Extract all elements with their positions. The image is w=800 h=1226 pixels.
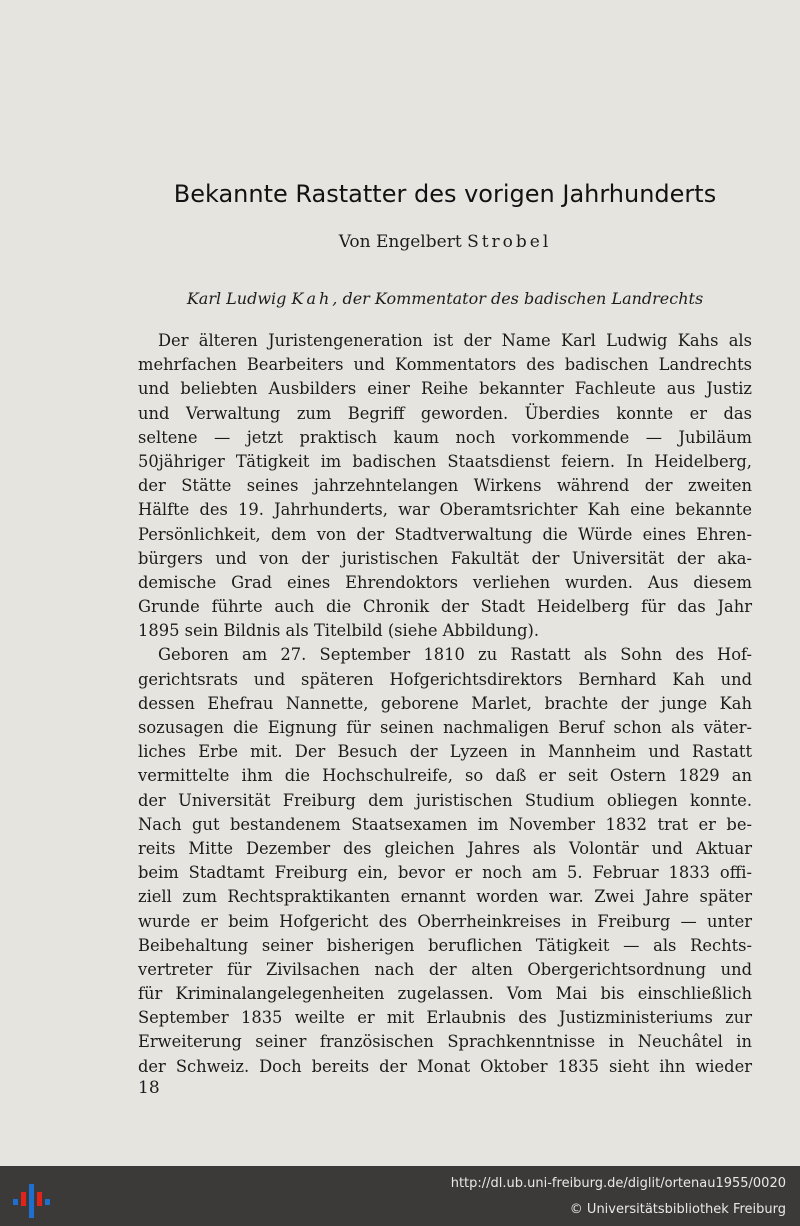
text-line: Beibehaltung seiner bisherigen beruflichen Tätigkeit — als Rechts- [138, 935, 752, 955]
text-line: sozusagen die Eignung für seinen nachmaligen Beruf schon als väter- [138, 718, 752, 737]
text-line: demische Grad eines Ehrendoktors verliehen wurden. Aus diesem [138, 572, 752, 592]
section-subtitle [0, 289, 800, 308]
text-line: vertreter für Zivilsachen nach der alten Obergerichtsordnung und [138, 959, 752, 979]
text-line: und Verwaltung zum Begriff geworden. Überdies konnte er das [138, 403, 752, 423]
text-line: mehrfachen Bearbeiters und Kommentators des badischen Landrechts [138, 355, 752, 375]
copyright-text: © Universitätsbibliothek Freiburg [569, 1202, 786, 1217]
text-line: Grunde führte auch die Chronik der Stadt Heidelberg für das Jahr [138, 597, 752, 617]
footer-bar [0, 1166, 800, 1226]
subtitle-rest: , der Kommentator des badischen Landrechts [332, 289, 704, 308]
text-line: Nach gut bestandenem Staatsexamen im November 1832 trat er be- [138, 814, 752, 834]
source-url-link[interactable]: http://dl.ub.uni-freiburg.de/diglit/ortenau1955/0020 [450, 1176, 786, 1191]
page-number: 18 [138, 1078, 160, 1098]
text-line: Hälfte des 19. Jahrhunderts, war Oberamtsrichter Kah eine bekannte [138, 500, 752, 520]
subtitle-name: Kah [291, 289, 333, 308]
author-prefix: Von Engelbert [338, 232, 462, 252]
text-line: wurde er beim Hofgericht des Oberrheinkreises in Freiburg — unter [138, 911, 752, 931]
text-line: ziell zum Rechtspraktikanten ernannt worden war. Zwei Jahre später [138, 887, 752, 907]
text-line: vermittelte ihm die Hochschulreife, so daß er seit Ostern 1829 an [138, 766, 752, 786]
author-line [0, 232, 800, 252]
author-surname: Strobel [467, 232, 552, 252]
text-line: seltene — jetzt praktisch kaum noch vorkommende — Jubiläum [138, 427, 752, 447]
text-line: für Kriminalangelegenheiten zugelassen. Vom Mai bis einschließlich [138, 984, 752, 1004]
ub-freiburg-logo-icon[interactable] [10, 1178, 50, 1218]
text-line: Erweiterung seiner französischen Sprachkenntnisse in Neuchâtel in [138, 1032, 752, 1052]
text-line: beim Stadtamt Freiburg ein, bevor er noch am 5. Februar 1833 offi- [138, 863, 752, 883]
text-line: bürgers und von der juristischen Fakultät der Universität der aka- [138, 548, 752, 568]
text-line: Geboren am 27. September 1810 zu Rastatt als Sohn des Hof- [158, 645, 752, 665]
body-text [138, 329, 752, 1079]
text-line: der Stätte seines jahrzehntelangen Wirkens während der zweiten [138, 476, 752, 496]
text-line: reits Mitte Dezember des gleichen Jahres als Volontär und Aktuar [138, 838, 752, 858]
text-line: September 1835 weilte er mit Erlaubnis des Justizministeriums zur [138, 1008, 752, 1028]
text-line: Der älteren Juristengeneration ist der Name Karl Ludwig Kahs als [158, 331, 752, 350]
text-line: gerichtsrats und späteren Hofgerichtsdirektors Bernhard Kah und [138, 669, 752, 689]
subtitle-name-pre: Karl Ludwig [186, 289, 287, 308]
page-title: Bekannte Rastatter des vorigen Jahrhunderts [173, 180, 717, 208]
text-line: dessen Ehefrau Nannette, geborene Marlet, brachte der junge Kah [138, 693, 752, 713]
text-line: der Universität Freiburg dem juristischen Studium obliegen konnte. [138, 790, 752, 810]
text-line: liches Erbe mit. Der Besuch der Lyzeen in Mannheim und Rastatt [138, 742, 752, 762]
text-line: der Schweiz. Doch bereits der Monat Oktober 1835 sieht ihn wieder [138, 1056, 752, 1076]
text-line: und beliebten Ausbilders einer Reihe bekannter Fachleute aus Justiz [138, 379, 752, 399]
title-wrap [0, 180, 800, 208]
text-line: 1895 sein Bildnis als Titelbild (siehe Abbildung). [138, 621, 540, 641]
text-line: 50jähriger Tätigkeit im badischen Staatsdienst feiern. In Heidelberg, [138, 451, 752, 471]
text-line: Persönlichkeit, dem von der Stadtverwaltung die Würde eines Ehren- [138, 524, 752, 544]
